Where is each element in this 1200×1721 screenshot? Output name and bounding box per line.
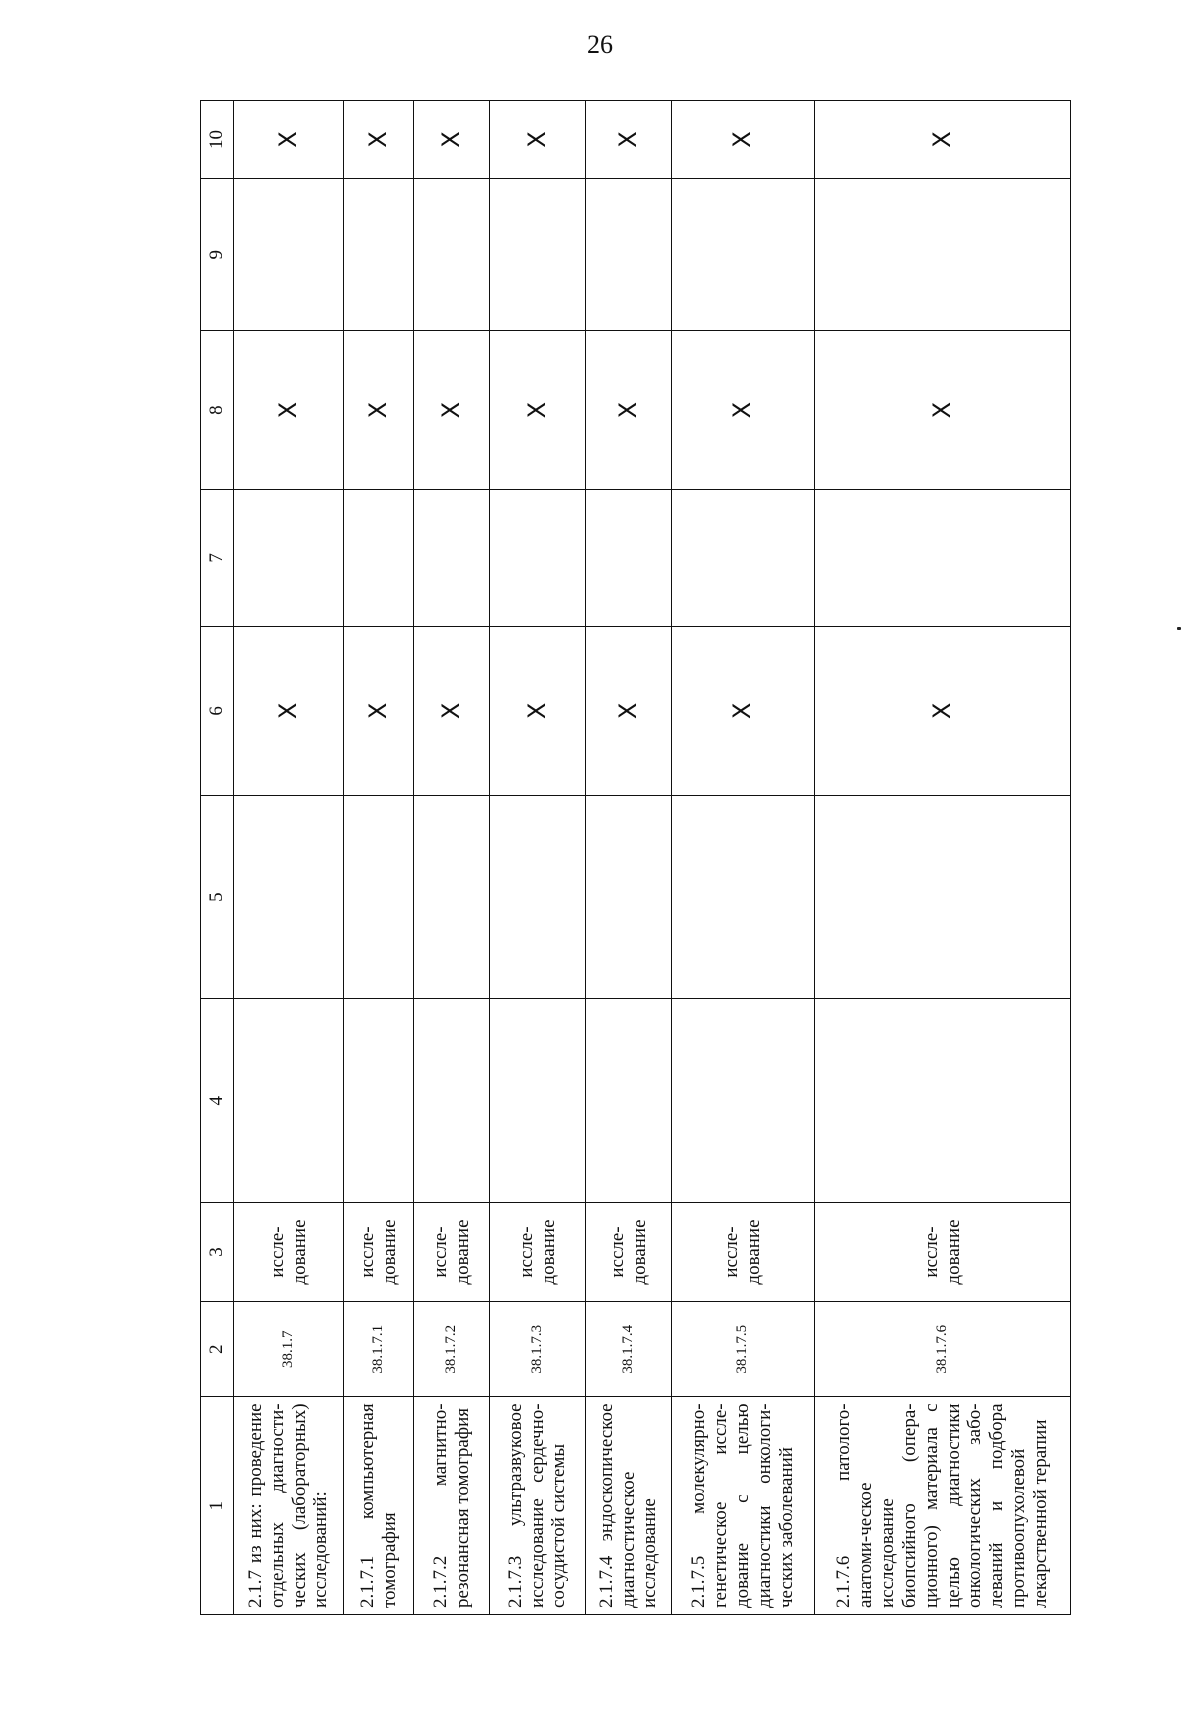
row-code: 38.1.7.1 — [344, 1301, 414, 1396]
row-unit: иссле-дование — [490, 1203, 586, 1302]
row-unit: иссле-дование — [344, 1203, 414, 1302]
row-unit: иссле-дование — [414, 1203, 490, 1302]
header-row — [201, 101, 234, 1615]
row-name: 2.1.7.6 патолого-анатоми-ческое исследование биопсийного (опера-ционного) материала с целью диагностики онкологических забо-леваний и подбора противоопухолевой лекарственной терапии — [815, 1397, 1071, 1615]
cell-col6: X — [414, 627, 490, 796]
table-row — [815, 101, 1071, 1615]
cell-col7 — [815, 489, 1071, 626]
column-header: 2 — [201, 1301, 234, 1396]
cell-col7 — [234, 489, 344, 626]
cell-col9 — [344, 179, 414, 331]
cell-col9 — [490, 179, 586, 331]
cell-col10: X — [586, 101, 672, 179]
cell-col4 — [414, 999, 490, 1203]
cell-col8: X — [414, 331, 490, 489]
cell-col6: X — [672, 627, 815, 796]
cell-col9 — [414, 179, 490, 331]
row-name: 2.1.7 из них: проведение отдельных диагности-ческих (лабораторных) исследований: — [234, 1397, 344, 1615]
cell-col4 — [815, 999, 1071, 1203]
row-unit: иссле-дование — [586, 1203, 672, 1302]
row-unit: иссле-дование — [815, 1203, 1071, 1302]
cell-col9 — [815, 179, 1071, 331]
table-row — [234, 101, 344, 1615]
row-unit: иссле-дование — [234, 1203, 344, 1302]
row-code: 38.1.7.4 — [586, 1301, 672, 1396]
row-name: 2.1.7.2 магнитно-резонансная томография — [414, 1397, 490, 1615]
table-row — [344, 101, 414, 1615]
row-code: 38.1.7.5 — [672, 1301, 815, 1396]
cell-col7 — [490, 489, 586, 626]
row-code: 38.1.7.6 — [815, 1301, 1071, 1396]
cell-col8: X — [344, 331, 414, 489]
row-name: 2.1.7.1 компьютерная томография — [344, 1397, 414, 1615]
cell-col8: X — [234, 331, 344, 489]
cell-col6: X — [586, 627, 672, 796]
cell-col10: X — [234, 101, 344, 179]
cell-col4 — [234, 999, 344, 1203]
column-header: 4 — [201, 999, 234, 1203]
cell-col5 — [490, 795, 586, 999]
cell-col6: X — [490, 627, 586, 796]
cell-col8: X — [490, 331, 586, 489]
table-row — [490, 101, 586, 1615]
cell-col10: X — [490, 101, 586, 179]
cell-col5 — [815, 795, 1071, 999]
cell-col6: X — [234, 627, 344, 796]
table-row — [672, 101, 815, 1615]
cell-col9 — [234, 179, 344, 331]
column-header: 5 — [201, 795, 234, 999]
cell-col5 — [586, 795, 672, 999]
cell-col7 — [672, 489, 815, 626]
cell-col5 — [234, 795, 344, 999]
cell-col6: X — [815, 627, 1071, 796]
cell-col4 — [672, 999, 815, 1203]
page-number: 26 — [587, 30, 613, 59]
scan-speck — [1177, 627, 1181, 630]
cell-col7 — [344, 489, 414, 626]
cell-col4 — [586, 999, 672, 1203]
table-container — [200, 100, 1200, 1615]
cell-col7 — [586, 489, 672, 626]
column-header: 10 — [201, 101, 234, 179]
cell-col9 — [672, 179, 815, 331]
row-code: 38.1.7.3 — [490, 1301, 586, 1396]
cell-col10: X — [672, 101, 815, 179]
cell-col9 — [586, 179, 672, 331]
column-header: 7 — [201, 489, 234, 626]
column-header: 3 — [201, 1203, 234, 1302]
cell-col8: X — [815, 331, 1071, 489]
column-header: 6 — [201, 627, 234, 796]
table-row — [586, 101, 672, 1615]
cell-col5 — [672, 795, 815, 999]
row-name: 2.1.7.3 ультразвуковое исследование сердечно-сосудистой системы — [490, 1397, 586, 1615]
cell-col6: X — [344, 627, 414, 796]
table-row — [414, 101, 490, 1615]
cell-col4 — [490, 999, 586, 1203]
row-unit: иссле-дование — [672, 1203, 815, 1302]
cell-col10: X — [344, 101, 414, 179]
cell-col7 — [414, 489, 490, 626]
cell-col4 — [344, 999, 414, 1203]
cell-col10: X — [414, 101, 490, 179]
column-header: 1 — [201, 1397, 234, 1615]
row-code: 38.1.7 — [234, 1301, 344, 1396]
cell-col10: X — [815, 101, 1071, 179]
row-code: 38.1.7.2 — [414, 1301, 490, 1396]
row-name: 2.1.7.4 эндоскопическое диагностическое исследование — [586, 1397, 672, 1615]
data-table — [200, 100, 1071, 1615]
cell-col5 — [414, 795, 490, 999]
cell-col8: X — [672, 331, 815, 489]
column-header: 9 — [201, 179, 234, 331]
row-name: 2.1.7.5 молекулярно-генетическое иссле-дование с целью диагностики онкологи-ческих заболеваний — [672, 1397, 815, 1615]
column-header: 8 — [201, 331, 234, 489]
cell-col5 — [344, 795, 414, 999]
cell-col8: X — [586, 331, 672, 489]
